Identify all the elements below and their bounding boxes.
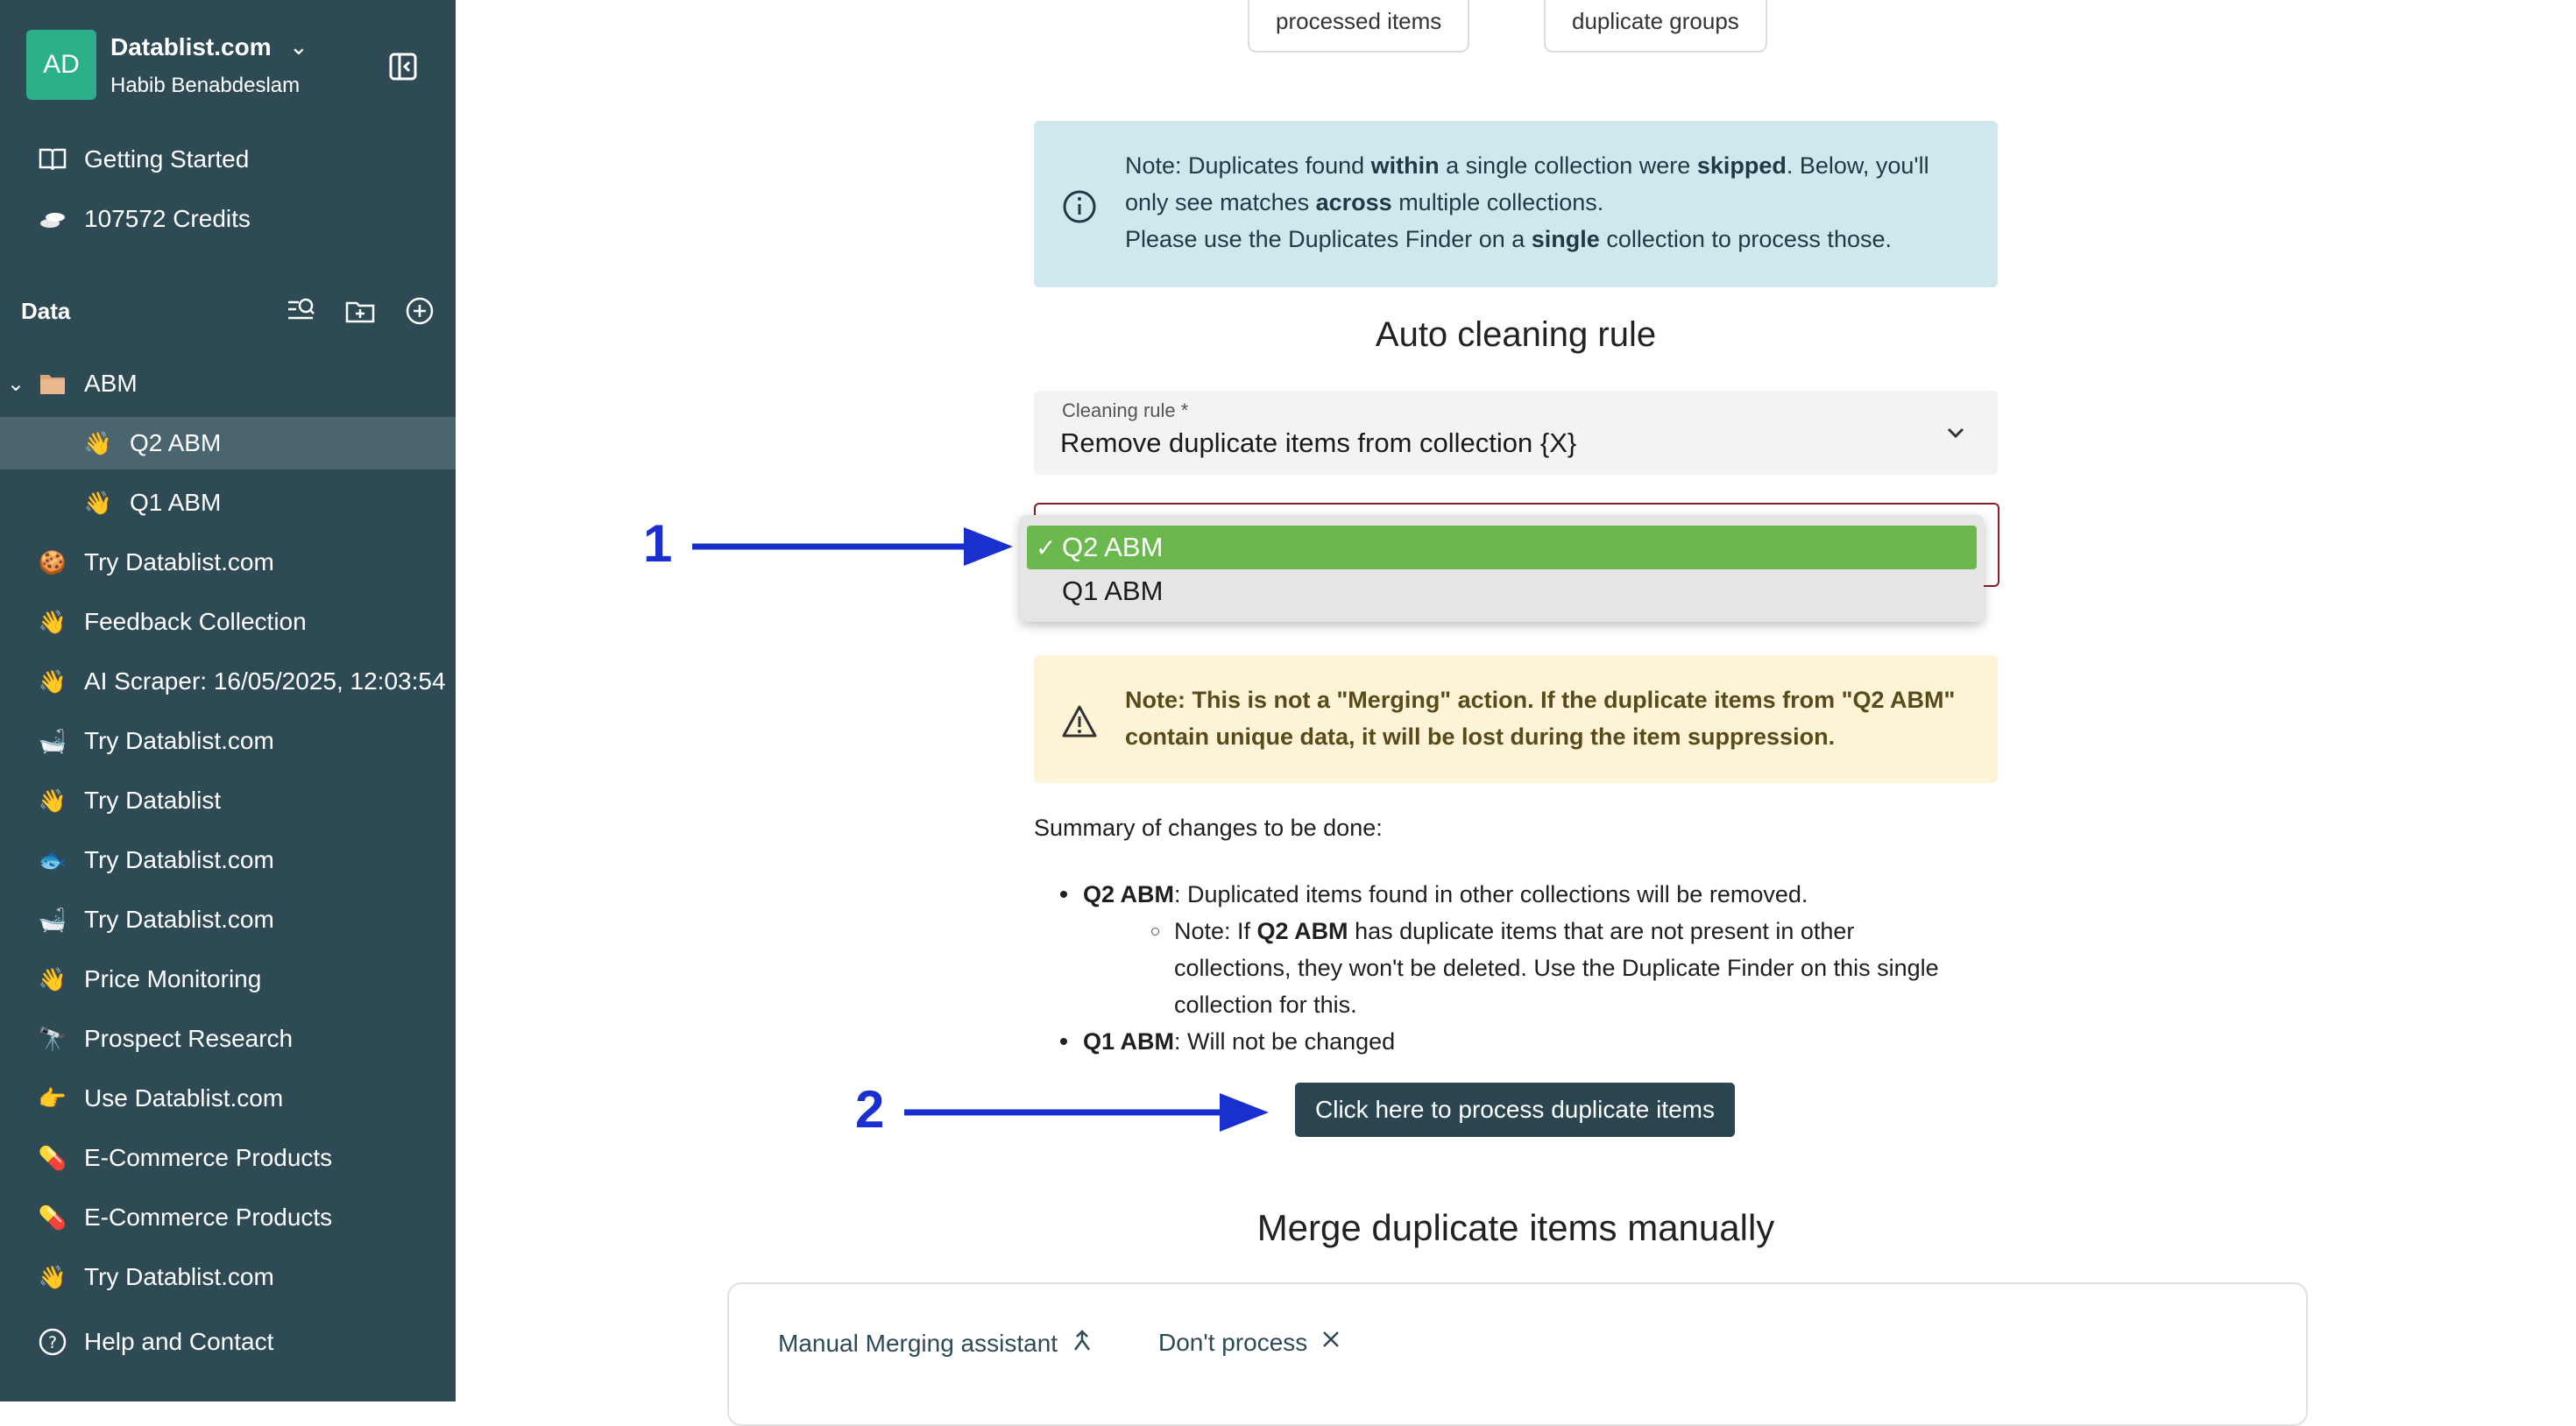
sidebar-item-label: Getting Started xyxy=(84,145,250,173)
processed-items-chip: processed items xyxy=(1248,0,1469,53)
list-item: Note: If Q2 ABM has duplicate items that are not present in other collections, they won't be deleted. Use the Duplicate Finder on this single collection for this. xyxy=(1174,913,1963,1023)
annotation-arrow-1 xyxy=(692,520,1016,573)
dropdown-option-q2-abm[interactable]: ✓ Q2 ABM xyxy=(1027,526,1977,569)
pointing-hand-icon: 👉 xyxy=(38,1084,67,1112)
waving-hand-icon: 👋 xyxy=(38,1263,67,1290)
waving-hand-icon: 👋 xyxy=(83,489,113,516)
sidebar-item-label: Try Datablist.com xyxy=(84,727,274,754)
workspace-switcher[interactable] xyxy=(26,30,438,102)
sidebar-item-credits[interactable] xyxy=(0,193,456,245)
sidebar-item-collection[interactable] xyxy=(0,1191,456,1244)
check-icon: ✓ xyxy=(1036,533,1057,561)
sidebar-item-getting-started[interactable] xyxy=(0,133,456,186)
warning-note xyxy=(1034,655,1998,783)
fish-icon: 🐟 xyxy=(38,846,67,873)
cleaning-rule-select[interactable] xyxy=(1034,391,1998,475)
dropdown-option-q1-abm[interactable]: Q1 ABM xyxy=(1062,575,1164,606)
sidebar-item-collection[interactable] xyxy=(0,1072,456,1125)
folder-label: ABM xyxy=(84,370,138,397)
waving-hand-icon: 👋 xyxy=(38,667,67,695)
sidebar-item-label: E-Commerce Products xyxy=(84,1144,333,1171)
sidebar-item-collection[interactable] xyxy=(0,953,456,1006)
sidebar-item-collection[interactable] xyxy=(0,1013,456,1065)
merge-card xyxy=(727,1282,2308,1426)
cleaning-rule-label: Cleaning rule * xyxy=(1062,399,1189,421)
info-icon xyxy=(1060,187,1099,226)
tab-dont-process[interactable]: Don't process xyxy=(1158,1328,1342,1357)
bathtub-icon: 🛁 xyxy=(38,906,67,933)
annotation-number-2: 2 xyxy=(855,1080,885,1139)
data-label: Data xyxy=(21,297,71,324)
sidebar-item-collection[interactable] xyxy=(0,1251,456,1303)
book-icon xyxy=(37,144,68,175)
sidebar-item-collection[interactable] xyxy=(0,834,456,886)
warning-text: Note: This is not a "Merging" action. If the duplicate items from "Q2 ABM" contain unique data, it will be lost during the item suppression. xyxy=(1125,687,1956,750)
sidebar xyxy=(0,0,456,1401)
auto-cleaning-title: Auto cleaning rule xyxy=(1375,315,1657,354)
sidebar-item-collection[interactable] xyxy=(0,715,456,767)
telescope-icon: 🔭 xyxy=(38,1025,67,1052)
waving-hand-icon: 👋 xyxy=(83,429,113,456)
add-collection-icon[interactable] xyxy=(401,293,438,329)
chevron-down-icon xyxy=(1940,417,1971,448)
add-folder-icon[interactable] xyxy=(342,293,379,329)
collection-dropdown[interactable] xyxy=(1020,515,1984,622)
bathtub-icon: 🛁 xyxy=(38,727,67,754)
sidebar-item-label: AI Scraper: 16/05/2025, 12:03:54 xyxy=(84,667,446,695)
cookie-icon: 🍪 xyxy=(38,548,67,575)
duplicate-groups-chip: duplicate groups xyxy=(1544,0,1767,53)
sidebar-item-label: Try Datablist.com xyxy=(84,846,274,873)
data-section-header xyxy=(21,289,438,333)
sidebar-item-label: Use Datablist.com xyxy=(84,1084,284,1112)
merge-icon xyxy=(1070,1328,1094,1359)
search-collections-icon[interactable] xyxy=(282,293,319,329)
user-name: Habib Benabdeslam xyxy=(110,74,301,97)
sidebar-item-collection[interactable] xyxy=(0,1132,456,1184)
sidebar-item-label: 107572 Credits xyxy=(84,205,251,232)
chevron-down-icon: ⌄ xyxy=(289,33,308,60)
sidebar-item-collection[interactable] xyxy=(0,893,456,946)
help-icon xyxy=(37,1326,68,1358)
pill-icon: 💊 xyxy=(38,1204,67,1231)
sidebar-item-label: Feedback Collection xyxy=(84,608,307,635)
sidebar-item-label: Try Datablist xyxy=(84,787,222,814)
sidebar-item-label: Try Datablist.com xyxy=(84,906,274,933)
pill-icon: 💊 xyxy=(38,1144,67,1171)
folder-icon xyxy=(37,368,68,399)
info-note-text: Note: Duplicates found within a single collection were skipped. Below, you'll only see matches across multiple collections. Please use the Duplicates Finder on a single collection to process those. xyxy=(1125,152,1929,252)
sidebar-item-label: Q2 ABM xyxy=(130,429,222,456)
waving-hand-icon: 👋 xyxy=(38,965,67,992)
summary-title: Summary of changes to be done: xyxy=(1034,815,1383,841)
close-icon xyxy=(1320,1328,1342,1357)
sidebar-item-label: Try Datablist.com xyxy=(84,1263,274,1290)
sidebar-item-collection[interactable] xyxy=(0,774,456,827)
list-item: Q1 ABM: Will not be changed xyxy=(1083,1023,1994,1060)
annotation-number-1: 1 xyxy=(643,514,673,573)
sidebar-item-label: Prospect Research xyxy=(84,1025,294,1052)
collapse-sidebar-icon[interactable] xyxy=(386,49,421,84)
warning-icon xyxy=(1060,702,1099,741)
tab-manual-merging-assistant[interactable]: Manual Merging assistant xyxy=(778,1328,1094,1359)
svg-text:?: ? xyxy=(47,1333,58,1352)
process-duplicates-button[interactable]: Click here to process duplicate items xyxy=(1295,1083,1735,1137)
waving-hand-icon: 👋 xyxy=(38,608,67,635)
sidebar-item-collection[interactable] xyxy=(0,477,456,529)
sidebar-item-collection[interactable] xyxy=(0,655,456,708)
info-note xyxy=(1034,121,1998,287)
sidebar-item-label: E-Commerce Products xyxy=(84,1204,333,1231)
coins-icon xyxy=(37,203,68,235)
sidebar-item-collection[interactable] xyxy=(0,536,456,589)
workspace-name: Datablist.com xyxy=(110,33,272,60)
chevron-down-icon[interactable]: ⌄ xyxy=(7,371,25,396)
waving-hand-icon: 👋 xyxy=(38,787,67,814)
sidebar-item-label: Q1 ABM xyxy=(130,489,222,516)
sidebar-folder-abm[interactable] xyxy=(0,357,456,410)
list-item: Q2 ABM: Duplicated items found in other collections will be removed. xyxy=(1083,876,1994,913)
avatar: AD xyxy=(26,30,96,100)
sidebar-item-label: Try Datablist.com xyxy=(84,548,274,575)
sidebar-item-help[interactable] xyxy=(0,1316,456,1368)
sidebar-item-collection[interactable] xyxy=(0,417,456,469)
merge-title: Merge duplicate items manually xyxy=(1256,1207,1775,1248)
sidebar-item-label: Help and Contact xyxy=(84,1328,274,1355)
sidebar-item-collection[interactable] xyxy=(0,596,456,648)
annotation-arrow-2 xyxy=(904,1086,1272,1139)
sidebar-item-label: Price Monitoring xyxy=(84,965,262,992)
cleaning-rule-value: Remove duplicate items from collection {X} xyxy=(1060,427,1577,458)
